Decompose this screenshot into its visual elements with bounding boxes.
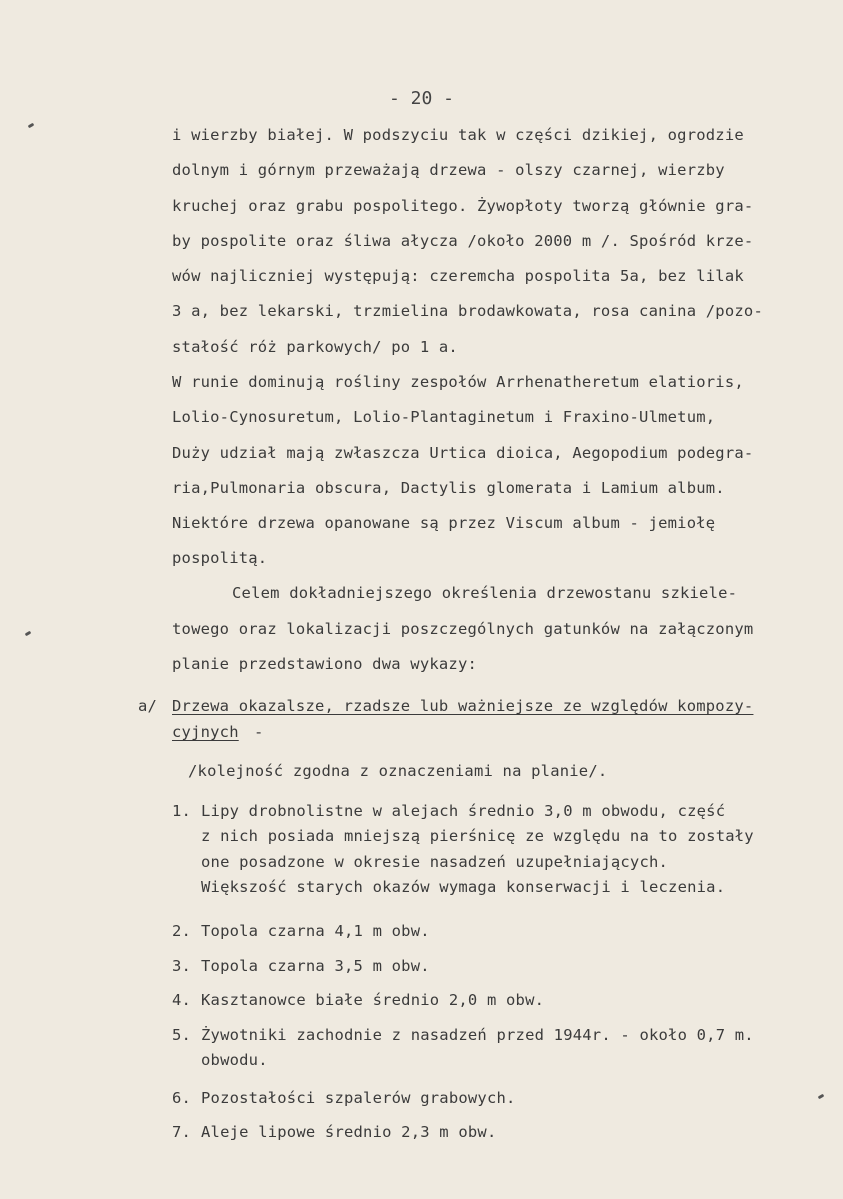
text-line: stałość róż parkowych/ po 1 a. xyxy=(172,338,458,356)
list-item-text: z nich posiada mniejszą pierśnicę ze względu na to zostały xyxy=(201,827,754,845)
list-item-text: one posadzone w okresie nasadzeń uzupełniających. xyxy=(201,853,669,871)
section-marker: a/ xyxy=(138,697,158,715)
text-line: Duży udział mają zwłaszcza Urtica dioica, Aegopodium podegra- xyxy=(172,444,754,462)
list-item-number: 6. xyxy=(172,1089,192,1107)
margin-speck xyxy=(28,123,35,129)
page-number: - 20 - xyxy=(388,88,455,109)
text-line: towego oraz lokalizacji poszczególnych gatunków na załączonym xyxy=(172,620,754,638)
text-line: pospolitą. xyxy=(172,549,268,567)
text-line: by pospolite oraz śliwa ałycza /około 2000 m /. Spośród krze- xyxy=(172,232,754,250)
text-line: kruchej oraz grabu pospolitego. Żywopłoty tworzą głównie gra- xyxy=(172,197,754,215)
section-heading: Drzewa okazalsze, rzadsze lub ważniejsze ze względów kompozy- xyxy=(172,697,754,715)
list-item-text: Topola czarna 3,5 m obw. xyxy=(201,957,430,975)
list-item-text: Lipy drobnolistne w alejach średnio 3,0 m obwodu, część xyxy=(201,802,726,820)
text-line: W runie dominują rośliny zespołów Arrhenatheretum elatioris, xyxy=(172,373,744,391)
section-heading-dash: - xyxy=(254,723,264,741)
margin-speck xyxy=(818,1094,825,1100)
list-item-number: 5. xyxy=(172,1026,192,1044)
list-item-number: 3. xyxy=(172,957,192,975)
margin-speck xyxy=(25,631,32,637)
list-item-text: Pozostałości szpalerów grabowych. xyxy=(201,1089,516,1107)
text-line: Lolio-Cynosuretum, Lolio-Plantaginetum i Fraxino-Ulmetum, xyxy=(172,408,716,426)
list-item-text: Aleje lipowe średnio 2,3 m obw. xyxy=(201,1123,497,1141)
list-item-text: Topola czarna 4,1 m obw. xyxy=(201,922,430,940)
text-line: wów najliczniej występują: czeremcha pospolita 5a, bez lilak xyxy=(172,267,744,285)
list-item-text: Kasztanowce białe średnio 2,0 m obw. xyxy=(201,991,545,1009)
list-item-text: obwodu. xyxy=(201,1051,268,1069)
list-item-text: Większość starych okazów wymaga konserwacji i leczenia. xyxy=(201,878,726,896)
text-line: dolnym i górnym przeważają drzewa - olszy czarnej, wierzby xyxy=(172,161,725,179)
list-item-number: 4. xyxy=(172,991,192,1009)
list-item-number: 1. xyxy=(172,802,192,820)
list-item-number: 7. xyxy=(172,1123,192,1141)
text-line: ria,Pulmonaria obscura, Dactylis glomerata i Lamium album. xyxy=(172,479,725,497)
text-line: planie przedstawiono dwa wykazy: xyxy=(172,655,478,673)
section-note: /kolejność zgodna z oznaczeniami na planie/. xyxy=(188,762,608,780)
text-line: Niektóre drzewa opanowane są przez Viscum album - jemiołę xyxy=(172,514,716,532)
section-heading: cyjnych xyxy=(172,723,239,741)
text-line: 3 a, bez lekarski, trzmielina brodawkowata, rosa canina /pozo- xyxy=(172,302,763,320)
text-line: Celem dokładniejszego określenia drzewostanu szkiele- xyxy=(232,584,738,602)
text-line: i wierzby białej. W podszyciu tak w części dzikiej, ogrodzie xyxy=(172,126,744,144)
list-item-number: 2. xyxy=(172,922,192,940)
list-item-text: Żywotniki zachodnie z nasadzeń przed 1944r. - około 0,7 m. xyxy=(201,1026,754,1044)
